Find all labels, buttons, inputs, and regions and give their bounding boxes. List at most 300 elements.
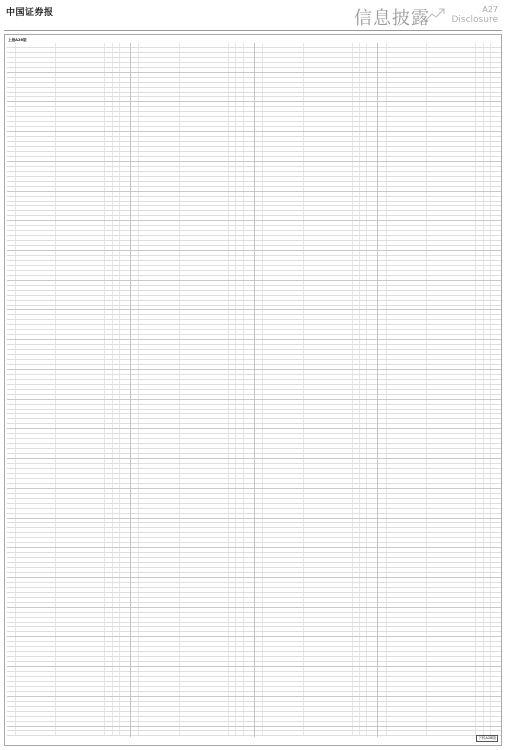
table-cell xyxy=(491,623,501,627)
table-cell xyxy=(353,613,360,617)
table-cell xyxy=(255,88,264,92)
table-cell xyxy=(476,261,483,265)
table-cell xyxy=(491,558,501,562)
table-cell xyxy=(139,236,180,240)
table-cell xyxy=(229,558,236,562)
table-cell xyxy=(180,211,229,215)
table-cell xyxy=(304,613,353,617)
table-cell xyxy=(56,167,105,171)
table-cell xyxy=(387,692,428,696)
table-cell xyxy=(360,702,367,706)
table-cell xyxy=(378,157,387,161)
table-cell xyxy=(7,102,16,106)
table-cell xyxy=(387,43,428,47)
table-cell xyxy=(139,157,180,161)
table-cell xyxy=(378,454,387,458)
table-cell xyxy=(244,424,254,428)
table-cell xyxy=(387,682,428,686)
table-cell xyxy=(236,439,243,443)
table-cell xyxy=(427,281,476,285)
table-cell xyxy=(476,568,483,572)
table-cell xyxy=(484,667,491,671)
table-cell xyxy=(244,583,254,587)
table-cell xyxy=(105,68,112,72)
table-cell xyxy=(367,102,377,106)
table-cell xyxy=(56,682,105,686)
table-cell xyxy=(113,627,120,631)
table-cell xyxy=(263,499,304,503)
table-cell xyxy=(304,494,353,498)
table-cell xyxy=(491,568,501,572)
table-cell xyxy=(16,652,57,656)
table-cell xyxy=(56,464,105,468)
table-cell xyxy=(56,504,105,508)
table-cell xyxy=(131,216,140,220)
table-cell xyxy=(229,78,236,82)
table-cell xyxy=(180,93,229,97)
table-cell xyxy=(304,107,353,111)
table-cell xyxy=(139,528,180,532)
table-cell xyxy=(255,192,264,196)
table-cell xyxy=(131,43,140,47)
table-cell xyxy=(105,479,112,483)
table-cell xyxy=(7,152,16,156)
table-cell xyxy=(304,543,353,547)
table-cell xyxy=(367,702,377,706)
table-cell xyxy=(7,697,16,701)
table-cell xyxy=(56,667,105,671)
table-cell xyxy=(105,647,112,651)
table-cell xyxy=(263,142,304,146)
table-cell xyxy=(255,672,264,676)
table-cell xyxy=(255,291,264,295)
table-cell xyxy=(491,375,501,379)
table-cell xyxy=(476,241,483,245)
table-cell xyxy=(56,330,105,334)
table-cell xyxy=(367,573,377,577)
table-cell xyxy=(236,63,243,67)
table-cell xyxy=(16,623,57,627)
table-cell xyxy=(484,241,491,245)
table-cell xyxy=(139,286,180,290)
table-cell xyxy=(353,167,360,171)
table-cell xyxy=(378,102,387,106)
table-cell xyxy=(113,325,120,329)
table-cell xyxy=(491,395,501,399)
table-cell xyxy=(263,410,304,414)
table-cell xyxy=(491,528,501,532)
table-cell xyxy=(56,172,105,176)
table-cell xyxy=(353,623,360,627)
table-cell xyxy=(16,286,57,290)
table-cell xyxy=(16,419,57,423)
table-cell xyxy=(113,132,120,136)
table-cell xyxy=(236,301,243,305)
table-cell xyxy=(56,687,105,691)
table-cell xyxy=(427,434,476,438)
table-cell xyxy=(263,281,304,285)
table-cell xyxy=(180,504,229,508)
table-cell xyxy=(113,474,120,478)
table-cell xyxy=(120,583,130,587)
table-cell xyxy=(131,355,140,359)
table-cell xyxy=(476,102,483,106)
table-cell xyxy=(229,320,236,324)
table-cell xyxy=(387,157,428,161)
table-cell xyxy=(476,489,483,493)
table-cell xyxy=(180,608,229,612)
table-cell xyxy=(263,717,304,721)
table-cell xyxy=(56,43,105,47)
table-cell xyxy=(229,494,236,498)
table-cell xyxy=(105,97,112,101)
table-cell xyxy=(105,553,112,557)
table-cell xyxy=(255,177,264,181)
table-cell xyxy=(16,553,57,557)
table-cell xyxy=(131,93,140,97)
table-cell xyxy=(236,142,243,146)
table-cell xyxy=(16,97,57,101)
table-cell xyxy=(236,632,243,636)
table-cell xyxy=(229,464,236,468)
table-cell xyxy=(180,400,229,404)
table-cell xyxy=(263,395,304,399)
table-cell xyxy=(16,712,57,716)
table-cell xyxy=(255,677,264,681)
table-cell xyxy=(255,662,264,666)
table-cell xyxy=(360,667,367,671)
table-cell xyxy=(427,276,476,280)
table-cell xyxy=(229,424,236,428)
table-cell xyxy=(304,306,353,310)
table-cell xyxy=(304,390,353,394)
table-cell xyxy=(139,717,180,721)
table-cell xyxy=(139,707,180,711)
table-cell xyxy=(427,509,476,513)
table-cell xyxy=(120,266,130,270)
table-cell xyxy=(7,573,16,577)
table-cell xyxy=(484,162,491,166)
table-cell xyxy=(367,623,377,627)
table-cell xyxy=(304,221,353,225)
table-cell xyxy=(105,147,112,151)
table-cell xyxy=(120,330,130,334)
table-cell xyxy=(139,677,180,681)
table-cell xyxy=(387,63,428,67)
table-cell xyxy=(120,350,130,354)
table-cell xyxy=(180,68,229,72)
table-cell xyxy=(180,494,229,498)
table-cell xyxy=(7,509,16,513)
table-cell xyxy=(244,385,254,389)
table-cell xyxy=(180,102,229,106)
table-cell xyxy=(105,548,112,552)
table-cell xyxy=(139,514,180,518)
table-cell xyxy=(139,261,180,265)
table-cell xyxy=(353,78,360,82)
table-cell xyxy=(360,63,367,67)
table-cell xyxy=(378,122,387,126)
table-cell xyxy=(113,400,120,404)
table-cell xyxy=(244,127,254,131)
table-cell xyxy=(139,548,180,552)
table-cell xyxy=(180,543,229,547)
table-cell xyxy=(139,152,180,156)
table-cell xyxy=(255,251,264,255)
table-cell xyxy=(304,88,353,92)
table-cell xyxy=(180,350,229,354)
table-cell xyxy=(105,459,112,463)
table-cell xyxy=(360,310,367,314)
table-cell xyxy=(244,271,254,275)
table-cell xyxy=(120,657,130,661)
table-cell xyxy=(484,345,491,349)
table-cell xyxy=(484,182,491,186)
table-cell xyxy=(236,202,243,206)
table-cell xyxy=(263,434,304,438)
table-cell xyxy=(491,499,501,503)
table-cell xyxy=(131,400,140,404)
table-cell xyxy=(353,142,360,146)
table-cell xyxy=(244,132,254,136)
table-cell xyxy=(236,132,243,136)
table-cell xyxy=(244,642,254,646)
table-cell xyxy=(180,573,229,577)
table-cell xyxy=(56,345,105,349)
table-cell xyxy=(56,281,105,285)
table-cell xyxy=(367,192,377,196)
table-cell xyxy=(491,385,501,389)
table-cell xyxy=(229,410,236,414)
table-cell xyxy=(7,608,16,612)
table-cell xyxy=(131,206,140,210)
table-cell xyxy=(353,127,360,131)
table-cell xyxy=(427,410,476,414)
table-cell xyxy=(387,697,428,701)
table-cell xyxy=(56,68,105,72)
table-cell xyxy=(378,202,387,206)
table-cell xyxy=(7,122,16,126)
table-cell xyxy=(229,330,236,334)
table-cell xyxy=(113,147,120,151)
table-cell xyxy=(378,241,387,245)
table-cell xyxy=(360,484,367,488)
table-cell xyxy=(378,43,387,47)
table-cell xyxy=(180,528,229,532)
table-cell xyxy=(236,83,243,87)
table-cell xyxy=(113,464,120,468)
table-cell xyxy=(131,464,140,468)
table-cell xyxy=(378,722,387,726)
table-cell xyxy=(360,216,367,220)
table-cell xyxy=(7,315,16,319)
table-cell xyxy=(131,697,140,701)
table-cell xyxy=(263,613,304,617)
table-cell xyxy=(427,543,476,547)
table-cell xyxy=(353,325,360,329)
table-cell xyxy=(491,251,501,255)
table-cell xyxy=(120,667,130,671)
table-cell xyxy=(180,647,229,651)
table-cell xyxy=(131,667,140,671)
table-cell xyxy=(120,682,130,686)
table-cell xyxy=(491,444,501,448)
table-cell xyxy=(139,112,180,116)
table-cell xyxy=(378,256,387,260)
table-cell xyxy=(7,647,16,651)
table-cell xyxy=(360,464,367,468)
table-cell xyxy=(105,727,112,731)
table-cell xyxy=(367,410,377,414)
table-cell xyxy=(105,504,112,508)
table-cell xyxy=(367,117,377,121)
table-cell xyxy=(427,315,476,319)
table-cell xyxy=(367,276,377,280)
table-cell xyxy=(427,697,476,701)
table-cell xyxy=(378,548,387,552)
table-cell xyxy=(360,608,367,612)
table-cell xyxy=(120,112,130,116)
table-cell xyxy=(244,494,254,498)
table-cell xyxy=(113,707,120,711)
table-cell xyxy=(180,479,229,483)
table-cell xyxy=(131,291,140,295)
table-cell xyxy=(484,657,491,661)
table-cell xyxy=(255,499,264,503)
table-cell xyxy=(360,112,367,116)
table-cell xyxy=(367,340,377,344)
table-cell xyxy=(491,434,501,438)
table-cell xyxy=(387,543,428,547)
table-cell xyxy=(353,618,360,622)
table-cell xyxy=(105,652,112,656)
table-cell xyxy=(16,469,57,473)
table-cell xyxy=(378,499,387,503)
table-cell xyxy=(491,677,501,681)
table-cell xyxy=(367,454,377,458)
table-cell xyxy=(236,717,243,721)
table-cell xyxy=(484,286,491,290)
table-cell xyxy=(367,296,377,300)
table-cell xyxy=(236,107,243,111)
table-cell xyxy=(255,53,264,57)
table-cell xyxy=(105,132,112,136)
table-cell xyxy=(304,603,353,607)
table-cell xyxy=(304,147,353,151)
table-cell xyxy=(360,152,367,156)
table-cell xyxy=(56,603,105,607)
table-cell xyxy=(7,479,16,483)
table-cell xyxy=(120,608,130,612)
table-cell xyxy=(263,712,304,716)
table-cell xyxy=(105,623,112,627)
table-cell xyxy=(476,727,483,731)
table-cell xyxy=(113,573,120,577)
table-cell xyxy=(484,424,491,428)
table-cell xyxy=(236,127,243,131)
table-cell xyxy=(16,291,57,295)
table-cell xyxy=(263,449,304,453)
table-cell xyxy=(387,93,428,97)
table-cell xyxy=(491,593,501,597)
table-cell xyxy=(367,187,377,191)
table-cell xyxy=(427,296,476,300)
table-cell xyxy=(105,320,112,324)
table-cell xyxy=(105,142,112,146)
table-cell xyxy=(427,424,476,428)
table-cell xyxy=(360,73,367,77)
table-cell xyxy=(353,102,360,106)
table-cell xyxy=(476,216,483,220)
table-cell xyxy=(367,306,377,310)
table-cell xyxy=(476,395,483,399)
table-cell xyxy=(120,355,130,359)
table-cell xyxy=(139,608,180,612)
table-cell xyxy=(180,380,229,384)
table-cell xyxy=(131,340,140,344)
table-cell xyxy=(131,588,140,592)
table-cell xyxy=(360,53,367,57)
table-cell xyxy=(491,494,501,498)
table-cell xyxy=(304,345,353,349)
table-cell xyxy=(105,494,112,498)
table-cell xyxy=(180,355,229,359)
table-cell xyxy=(120,360,130,364)
table-cell xyxy=(476,583,483,587)
table-cell xyxy=(7,48,16,52)
table-cell xyxy=(484,335,491,339)
table-cell xyxy=(360,632,367,636)
table-cell xyxy=(484,637,491,641)
table-cell xyxy=(367,528,377,532)
table-cell xyxy=(56,325,105,329)
table-cell xyxy=(491,83,501,87)
table-cell xyxy=(180,345,229,349)
table-cell xyxy=(56,588,105,592)
table-cell xyxy=(263,568,304,572)
table-cell xyxy=(353,306,360,310)
table-cell xyxy=(56,697,105,701)
table-cell xyxy=(229,687,236,691)
table-cell xyxy=(263,538,304,542)
table-cell xyxy=(367,727,377,731)
table-cell xyxy=(484,211,491,215)
table-cell xyxy=(236,553,243,557)
table-cell xyxy=(139,197,180,201)
table-cell xyxy=(16,167,57,171)
table-cell xyxy=(236,73,243,77)
table-cell xyxy=(105,276,112,280)
table-cell xyxy=(7,563,16,567)
table-cell xyxy=(131,598,140,602)
table-cell xyxy=(378,137,387,141)
table-cell xyxy=(113,345,120,349)
table-cell xyxy=(360,93,367,97)
table-cell xyxy=(304,405,353,409)
table-cell xyxy=(367,697,377,701)
table-cell xyxy=(7,657,16,661)
table-cell xyxy=(263,474,304,478)
table-cell xyxy=(427,152,476,156)
table-cell xyxy=(367,137,377,141)
table-cell xyxy=(16,157,57,161)
table-cell xyxy=(367,271,377,275)
table-cell xyxy=(360,221,367,225)
table-cell xyxy=(7,53,16,57)
table-cell xyxy=(105,88,112,92)
table-cell xyxy=(139,578,180,582)
table-cell xyxy=(387,434,428,438)
